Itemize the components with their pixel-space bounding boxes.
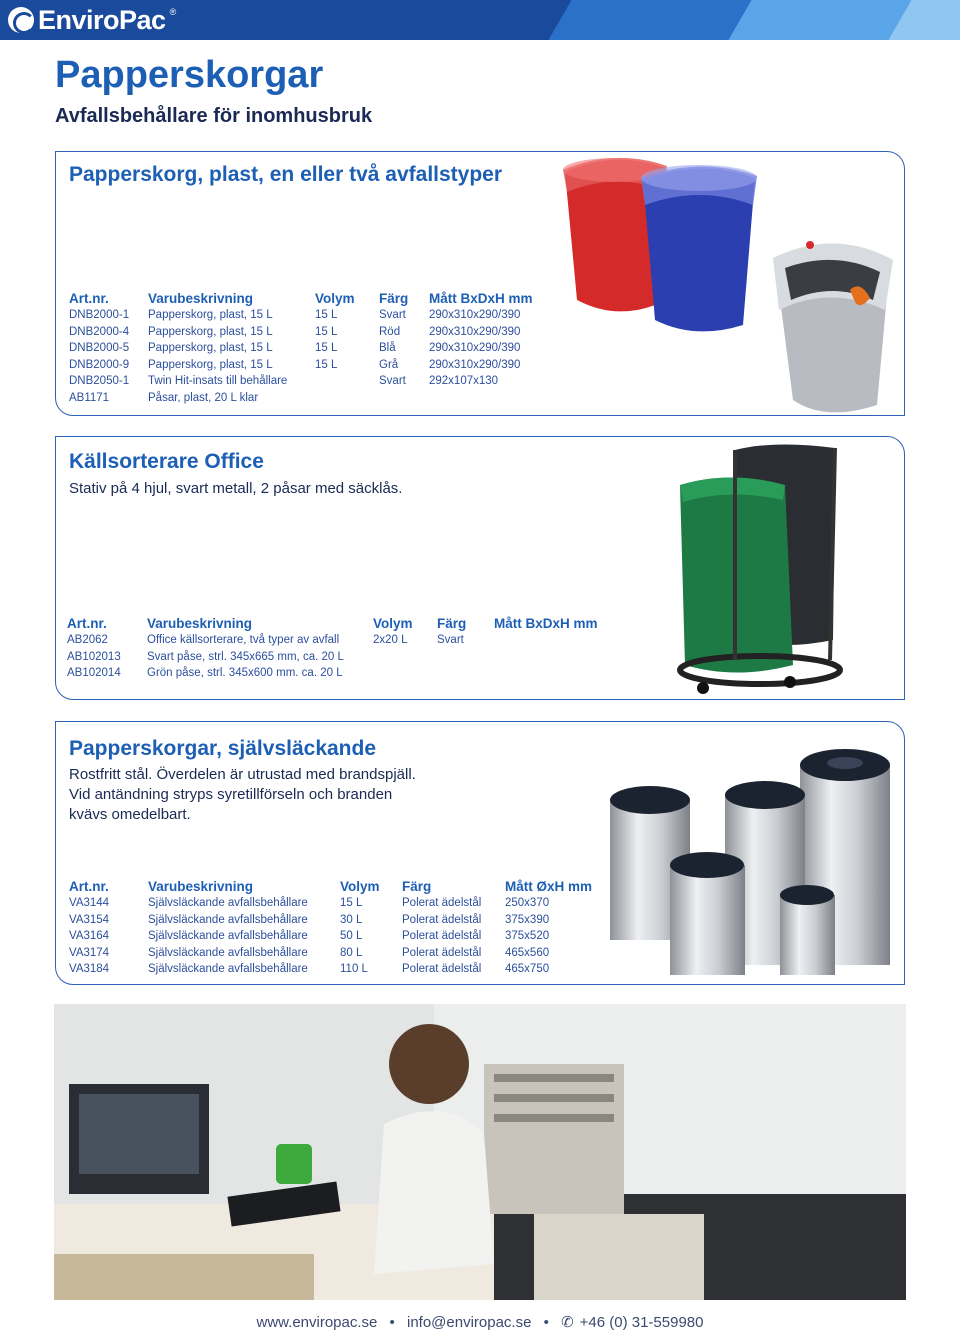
table-cell: AB1171 — [69, 391, 110, 404]
column-header: Volym — [373, 616, 413, 631]
registered-mark: ® — [169, 7, 177, 17]
description-line: Rostfritt stål. Överdelen är utrustad med brandspjäll. — [69, 766, 416, 783]
phone-number[interactable]: +46 (0) 31-559980 — [579, 1314, 704, 1331]
column-header: Art.nr. — [67, 616, 107, 631]
table-cell: VA3174 — [69, 946, 110, 959]
column-header: Varubeskrivning — [148, 291, 254, 306]
table-cell: Polerat ädelstål — [402, 946, 482, 959]
column-header: Varubeskrivning — [148, 879, 254, 894]
column-header: Mått ØxH mm — [505, 879, 593, 894]
table-cell: Polerat ädelstål — [402, 897, 482, 909]
table-cell: DNB2000-1 — [69, 309, 130, 321]
section-description: Stativ på 4 hjul, svart metall, 2 påsar med säcklås. — [69, 480, 403, 497]
table-cell: Twin Hit-insats till behållare — [148, 375, 288, 387]
table-cell: VA3184 — [69, 963, 110, 975]
table-cell: 465x560 — [505, 946, 550, 959]
table-cell: AB102014 — [67, 667, 121, 679]
table-cell: VA3164 — [69, 930, 110, 942]
table-cell: Röd — [379, 325, 401, 338]
table-cell: 30 L — [340, 913, 363, 926]
table-cell: 50 L — [340, 930, 363, 942]
table-cell: Blå — [379, 342, 396, 354]
column-header: Art.nr. — [69, 291, 109, 306]
column-header: Färg — [402, 879, 432, 894]
table-cell: Svart — [379, 309, 406, 321]
separator-dot: • — [543, 1314, 549, 1331]
website-link[interactable]: www.enviropac.se — [256, 1314, 378, 1331]
email-link[interactable]: info@enviropac.se — [406, 1314, 532, 1331]
table-cell: 250x370 — [505, 897, 550, 909]
column-header: Färg — [379, 291, 409, 306]
separator-dot: • — [389, 1314, 395, 1331]
table-cell: 375x520 — [505, 930, 550, 942]
table-cell: Självsläckande avfallsbehållare — [148, 897, 308, 909]
table-cell: 110 L — [340, 963, 368, 975]
table-cell: Självsläckande avfallsbehållare — [148, 946, 308, 959]
table-cell: Självsläckande avfallsbehållare — [148, 963, 308, 975]
table-cell: 290x310x290/390 — [429, 309, 521, 321]
office-scene-illustration — [54, 1004, 906, 1300]
table-cell: 290x310x290/390 — [429, 358, 521, 371]
table-cell: 15 L — [315, 358, 338, 371]
header-bar — [0, 0, 960, 40]
column-header: Art.nr. — [69, 879, 109, 894]
logo-icon — [8, 7, 34, 33]
table-cell: 465x750 — [505, 963, 550, 975]
table-cell: 15 L — [315, 309, 338, 321]
table-cell: 2x20 L — [373, 634, 408, 646]
steel-bins-image — [605, 745, 905, 980]
table-cell: AB102013 — [67, 650, 121, 663]
table-cell: Svart påse, strl. 345x665 mm, ca. 20 L — [147, 650, 344, 663]
section-title: Papperskorgar, självsläckande — [69, 737, 377, 760]
table-cell: AB2062 — [67, 634, 108, 646]
table-cell: DNB2000-9 — [69, 358, 130, 371]
table-cell: DNB2000-4 — [69, 325, 130, 338]
footer — [0, 1313, 960, 1331]
table-cell: Självsläckande avfallsbehållare — [148, 913, 308, 926]
plastic-bins-image — [555, 150, 905, 415]
table-cell: VA3154 — [69, 913, 110, 926]
page-subtitle: Avfallsbehållare för inomhusbruk — [55, 105, 373, 127]
table-cell: 15 L — [340, 897, 363, 909]
table-cell: 292x107x130 — [429, 375, 499, 387]
table-cell: 290x310x290/390 — [429, 342, 521, 354]
office-photo — [54, 1004, 906, 1300]
table-cell: Grön påse, strl. 345x600 mm. ca. 20 L — [147, 667, 343, 679]
table-cell: Grå — [379, 358, 399, 371]
column-header: Varubeskrivning — [147, 616, 253, 631]
table-cell: Svart — [437, 634, 464, 646]
phone-icon: ✆ — [561, 1314, 574, 1331]
table-cell: 375x390 — [505, 913, 550, 926]
description-line: Vid antändning stryps syretillförseln och branden — [69, 786, 393, 803]
table-cell: Polerat ädelstål — [402, 963, 482, 975]
table-cell: Påsar, plast, 20 L klar — [148, 391, 259, 404]
section-description — [69, 765, 416, 825]
section-title: Källsorterare Office — [69, 450, 264, 473]
table-cell: Papperskorg, plast, 15 L — [148, 358, 273, 371]
table-cell: Polerat ädelstål — [402, 913, 482, 926]
brand-name: EnviroPac — [38, 4, 166, 35]
section-title: Papperskorg, plast, en eller två avfallstyper — [69, 163, 503, 186]
table-cell: DNB2000-5 — [69, 342, 130, 354]
table-cell: Polerat ädelstål — [402, 930, 482, 942]
column-header: Mått BxDxH mm — [429, 291, 533, 306]
table-cell: 15 L — [315, 325, 338, 338]
column-header: Volym — [340, 879, 380, 894]
table-cell: 290x310x290/390 — [429, 325, 521, 338]
description-line: kvävs omedelbart. — [69, 806, 191, 823]
column-header: Volym — [315, 291, 355, 306]
column-header: Färg — [437, 616, 467, 631]
brand-logo[interactable] — [8, 5, 176, 35]
table-cell: Svart — [379, 375, 406, 387]
table-cell: Office källsorterare, två typer av avfall — [147, 634, 340, 646]
table-cell: Papperskorg, plast, 15 L — [148, 309, 273, 321]
office-sorter-image — [675, 440, 845, 700]
table-cell: 15 L — [315, 342, 338, 354]
column-header: Mått BxDxH mm — [494, 616, 598, 631]
table-cell: Självsläckande avfallsbehållare — [148, 930, 308, 942]
page-title: Papperskorgar — [55, 54, 324, 96]
table-cell: 80 L — [340, 946, 363, 959]
table-cell: DNB2050-1 — [69, 375, 130, 387]
table-cell: Papperskorg, plast, 15 L — [148, 325, 273, 338]
table-cell: Papperskorg, plast, 15 L — [148, 342, 273, 354]
table-cell: VA3144 — [69, 897, 110, 909]
